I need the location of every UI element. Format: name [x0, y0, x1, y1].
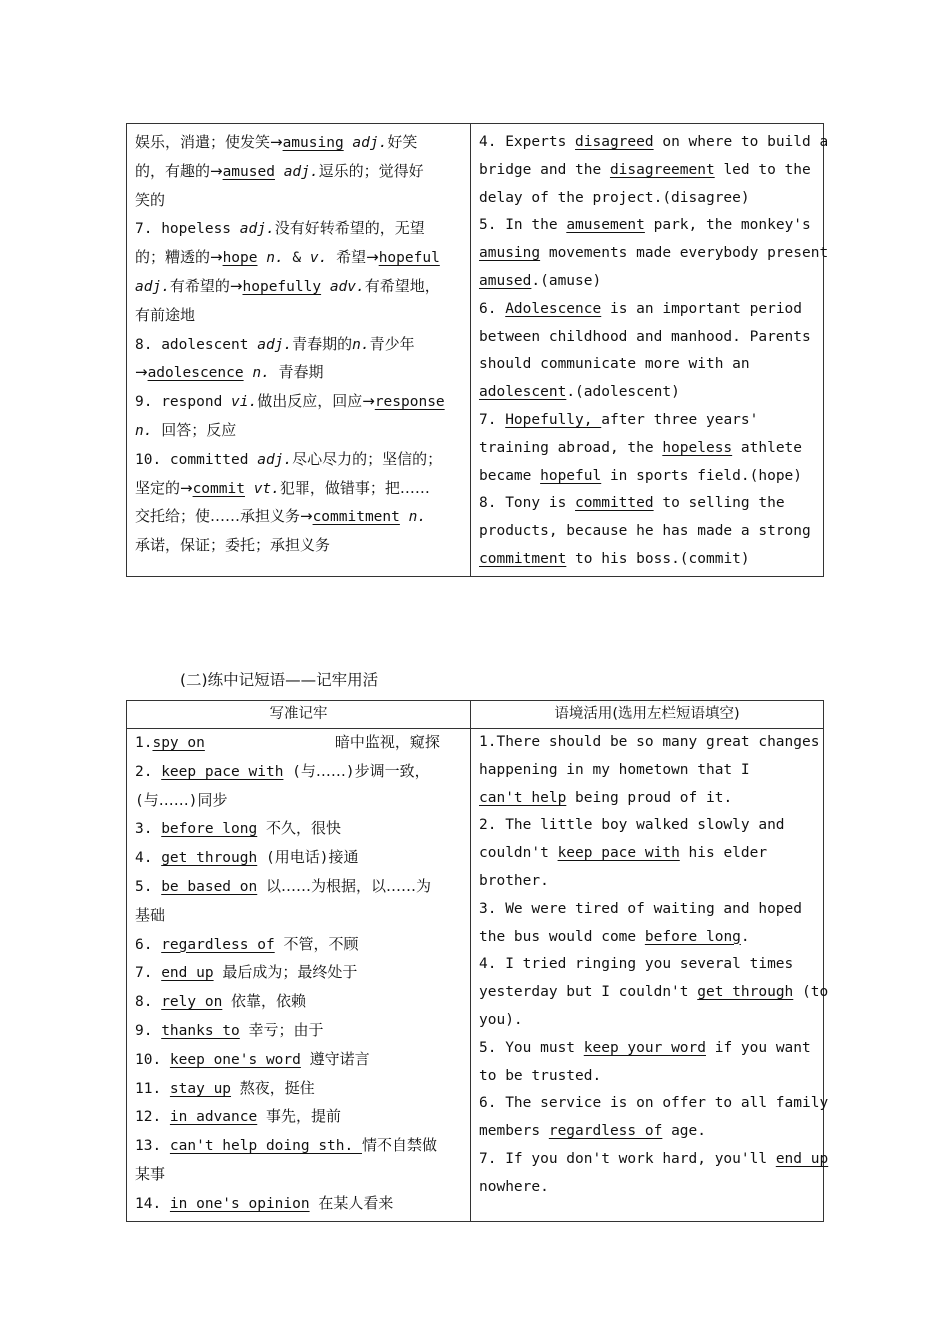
text-line [479, 729, 820, 757]
text-run: .(adolescent) [566, 384, 680, 401]
text-run: 有希望的→ [169, 276, 243, 295]
text-run: age. [662, 1123, 706, 1140]
text-line [479, 1090, 829, 1118]
text-line [135, 1161, 464, 1190]
text-run: 暗中监视，窥探 [334, 733, 440, 751]
text-line [479, 546, 817, 574]
text-run: (to [793, 984, 829, 1001]
text-run: training abroad, the [479, 439, 663, 456]
text-line [479, 868, 817, 896]
text-run: 8. [135, 994, 162, 1011]
answer-text: Adolescence [505, 300, 602, 317]
text-run: . [740, 928, 750, 945]
answer-text: adolescence [147, 365, 244, 382]
text-run: being proud of it. [566, 789, 733, 806]
text-run: 12. [135, 1109, 170, 1126]
text-run: 犯罪，做错事；把…… [279, 478, 430, 497]
text-line [135, 902, 464, 931]
text-line [135, 1046, 464, 1075]
answer-text: adolescent [479, 384, 567, 401]
text-run: 10. [135, 1051, 170, 1068]
answer-text: hope [222, 250, 258, 267]
text-line [479, 240, 829, 268]
text-run: 不久，很快 [265, 819, 341, 838]
text-run: 遵守诺言 [309, 1049, 370, 1068]
answer-text: end up [775, 1150, 829, 1167]
text-run: 7. [135, 965, 162, 982]
answer-text: amusing [479, 245, 541, 262]
text-run: if you want [705, 1039, 811, 1056]
phrase-lines [135, 729, 464, 1219]
text-run: 1. [135, 735, 153, 751]
text-line [135, 1103, 464, 1132]
text-run: to selling the [653, 495, 785, 512]
text-line [135, 1017, 464, 1046]
text-line [135, 215, 464, 244]
answer-text: get through [161, 850, 258, 867]
part-of-speech: adj. [283, 163, 319, 180]
text-run: after three years' [601, 411, 759, 428]
answer-text: stay up [169, 1080, 232, 1097]
text-run: 幸亏；由于 [248, 1020, 324, 1039]
text-line [479, 1007, 817, 1035]
text-line [135, 359, 464, 388]
column-header-apply: 语境活用(选用左栏短语填空) [471, 701, 824, 729]
answer-text: rely on [161, 994, 223, 1011]
text-run: 5. [135, 878, 162, 895]
answer-text: keep pace with [557, 845, 680, 862]
answer-text: get through [697, 984, 794, 1001]
text-line [479, 296, 817, 324]
text-run: 4. I tried ringing you several times [479, 956, 794, 973]
part-of-speech: adj. [135, 278, 170, 295]
text-run [258, 250, 267, 266]
text-line [479, 1063, 817, 1091]
text-run: on where to build a [653, 134, 829, 150]
text-line [135, 532, 464, 561]
text-line [135, 503, 464, 532]
text-run: 4. Experts [479, 134, 576, 150]
phrase-exercise-lines [479, 729, 829, 1202]
text-line [135, 1132, 464, 1161]
part-of-speech: adj. [352, 135, 388, 151]
text-run: 回答；反应 [161, 420, 237, 439]
text-run: 好笑 [387, 133, 418, 151]
text-line [135, 244, 464, 273]
phrase-list-cell [127, 729, 471, 1222]
text-line [479, 951, 817, 979]
text-run: couldn't [479, 845, 558, 862]
text-line [479, 896, 817, 924]
text-run: 7. If you don't work hard, you'll [479, 1150, 776, 1167]
part-of-speech: adj. [239, 221, 275, 238]
text-line [479, 1035, 817, 1063]
text-run: → [135, 363, 148, 382]
part-of-speech: adj. [257, 336, 293, 353]
answer-text: can't help doing sth. [169, 1138, 362, 1155]
text-run: movements made everybody present [540, 245, 829, 262]
text-run: members [479, 1123, 549, 1140]
text-line [135, 1075, 464, 1104]
answer-text: hopeless [662, 439, 733, 456]
answer-text: commitment [312, 509, 400, 526]
part-of-speech: n. [252, 365, 270, 382]
answer-text: in one's opinion [169, 1195, 310, 1212]
text-run: 14. [135, 1195, 170, 1212]
part-of-speech: vi. [231, 394, 258, 411]
answer-text: before long [161, 821, 258, 838]
text-run: athlete [732, 439, 803, 456]
text-line [135, 815, 464, 844]
text-run: bridge and the [479, 161, 610, 178]
answer-text: amused [222, 163, 275, 180]
text-run: 2. The little boy walked slowly and [479, 817, 785, 834]
text-run: to his boss.(commit) [566, 550, 750, 567]
text-run: 希望→ [336, 248, 379, 267]
text-run: 7. hopeless [135, 221, 240, 238]
text-run: 以……为根据，以……为 [265, 876, 431, 895]
text-line [479, 812, 817, 840]
text-run: delay of the project.(disagree) [479, 189, 750, 206]
text-run: 做出反应，回应→ [257, 392, 375, 411]
text-line [135, 959, 464, 988]
text-line [479, 212, 817, 240]
text-run: 有希望地， [364, 276, 440, 295]
table-row [127, 124, 824, 577]
part-of-speech: n. [408, 509, 427, 526]
text-line [479, 1174, 817, 1202]
text-line [479, 407, 817, 435]
text-line [479, 435, 817, 463]
text-line [479, 129, 829, 157]
text-line [135, 129, 464, 158]
text-run: should communicate more with an [479, 356, 750, 373]
text-line [479, 1146, 829, 1174]
text-run: nowhere. [479, 1178, 549, 1195]
exercise-cell [471, 124, 829, 577]
text-run: products, because he has made a strong [479, 523, 811, 540]
text-line [479, 324, 817, 352]
text-run: (用电话)接通 [257, 848, 359, 867]
text-line [135, 417, 464, 446]
text-line [135, 844, 464, 873]
text-line [479, 351, 817, 379]
text-run: 青少年 [369, 334, 415, 353]
answer-text: end up [161, 965, 214, 982]
answer-text: Hopefully, [505, 411, 602, 428]
answer-text: hopefully [242, 278, 322, 295]
text-line [135, 729, 464, 758]
answer-text: hopeful [378, 250, 440, 267]
text-line [479, 490, 817, 518]
text-run: 1.There should be so many great changes [479, 734, 820, 750]
answer-text: response [374, 394, 445, 411]
answer-text: keep one's word [169, 1051, 301, 1068]
part-of-speech: n. [266, 250, 284, 267]
text-run: 11. [135, 1080, 170, 1097]
text-run: 2. [135, 763, 162, 780]
text-run [245, 481, 254, 497]
text-run: 的；糟透的→ [135, 248, 223, 267]
column-header-memorize: 写准记牢 [127, 701, 471, 729]
text-line [479, 157, 817, 185]
text-run: park, the monkey's [644, 217, 811, 234]
text-run: (与……)步调一致， [283, 761, 430, 780]
text-run: 尽心尽力的；坚信的； [292, 449, 443, 468]
text-run: 的，有趣的→ [135, 161, 223, 180]
text-line [135, 158, 464, 187]
answer-text: can't help [479, 789, 567, 806]
text-run: 娱乐，消遣；使发笑→ [135, 133, 283, 151]
text-run: happening in my hometown that I [479, 761, 750, 778]
text-run: .(amuse) [531, 272, 602, 289]
text-line [135, 331, 464, 360]
text-run: 9. [135, 1022, 162, 1039]
text-run: 坚定的→ [135, 478, 193, 497]
part-of-speech: adv. [329, 278, 365, 295]
part-of-speech: v. [309, 250, 328, 267]
text-run: 青春期的 [292, 334, 353, 353]
text-line [479, 785, 817, 813]
text-run: 6. [479, 300, 506, 317]
text-line [479, 757, 817, 785]
text-run: is an important period [601, 300, 803, 317]
text-run: 熬夜，挺住 [239, 1078, 315, 1097]
answer-text: commit [192, 480, 245, 497]
text-run: 8. adolescent [135, 336, 258, 353]
text-line [135, 475, 464, 504]
text-line [135, 758, 464, 787]
text-run: 在某人看来 [318, 1193, 394, 1212]
answer-text: disagreed [575, 134, 654, 150]
text-run: & [283, 250, 310, 267]
text-line [135, 931, 464, 960]
text-line [479, 518, 817, 546]
text-run: brother. [479, 872, 549, 889]
answer-text: be based on [161, 878, 258, 895]
text-line [479, 268, 817, 296]
phrase-exercise-cell [471, 729, 829, 1222]
text-run: 事先，提前 [265, 1107, 341, 1126]
part-of-speech: n. [135, 422, 153, 439]
text-run: 某事 [135, 1164, 166, 1183]
text-line [135, 388, 464, 417]
text-run: 3. [135, 821, 162, 838]
part-of-speech: vt. [253, 480, 280, 497]
text-run: his elder [679, 845, 768, 862]
answer-text: keep your word [583, 1039, 706, 1056]
word-family-table [126, 123, 829, 577]
text-line [135, 302, 464, 331]
text-run: 7. [479, 411, 506, 428]
text-run: (与……)同步 [135, 790, 228, 809]
text-run: the bus would come [479, 928, 645, 945]
part-of-speech: n. [352, 336, 370, 353]
answer-text: amusing [282, 135, 344, 151]
answer-text: commitment [479, 550, 567, 567]
answer-text: regardless of [548, 1123, 663, 1140]
text-run: 承诺，保证；委托；承担义务 [135, 536, 331, 555]
text-run: 13. [135, 1138, 170, 1155]
answer-text: thanks to [161, 1022, 240, 1039]
section-title: (二)练中记短语——记牢用活 [180, 671, 379, 689]
answer-text: before long [644, 928, 741, 945]
text-line [135, 187, 464, 216]
text-run: 笑的 [135, 190, 166, 209]
text-run: 6. The service is on offer to all family [479, 1095, 829, 1112]
text-run: 9. respond [135, 394, 232, 411]
answer-text: spy on [152, 735, 205, 751]
text-line [479, 1118, 817, 1146]
text-run: 最后成为；最终处于 [222, 963, 358, 982]
text-run: 青春期 [278, 363, 324, 382]
text-run: 依靠，依赖 [231, 992, 307, 1011]
part-of-speech: adj. [257, 451, 293, 468]
text-run: 基础 [135, 905, 166, 924]
text-run: 情不自禁做 [361, 1136, 437, 1155]
text-run: 10. committed [135, 451, 258, 468]
answer-text: in advance [169, 1109, 258, 1126]
text-line [479, 463, 817, 491]
text-run: to be trusted. [479, 1067, 602, 1084]
text-line [479, 379, 817, 407]
table-header-row [127, 701, 824, 729]
text-run: yesterday but I couldn't [479, 984, 698, 1001]
text-line [135, 273, 464, 302]
text-run: led to the [714, 161, 811, 178]
answer-text: keep pace with [161, 763, 284, 780]
text-run: 5. You must [479, 1039, 584, 1056]
text-line [135, 446, 464, 475]
answer-text: regardless of [161, 936, 275, 953]
text-run: 交托给；使……承担义务→ [135, 507, 313, 526]
text-run [400, 509, 409, 525]
text-run: 没有好转希望的，无望 [274, 219, 425, 238]
text-line [479, 979, 829, 1007]
text-run: 不管，不顾 [283, 934, 359, 953]
text-run: became [479, 467, 541, 484]
answer-text: amused [479, 272, 532, 289]
text-line [135, 873, 464, 902]
text-line [135, 988, 464, 1017]
text-run: 5. In the [479, 217, 567, 234]
answer-text: hopeful [540, 467, 602, 484]
text-run: 8. Tony is [479, 495, 576, 512]
text-run: between childhood and manhood. Parents [479, 328, 811, 345]
text-run: 有前途地 [135, 305, 196, 324]
text-run: 3. We were tired of waiting and hoped [479, 900, 803, 917]
table-row [127, 729, 824, 1222]
answer-text: committed [575, 495, 654, 512]
text-run [275, 164, 284, 180]
text-line [479, 840, 817, 868]
text-run: 4. [135, 850, 162, 867]
text-run: you). [479, 1011, 523, 1028]
answer-text: disagreement [609, 161, 715, 178]
word-forms-lines [135, 129, 464, 561]
text-line [135, 787, 464, 816]
text-line [479, 185, 817, 213]
text-run: 6. [135, 936, 162, 953]
text-line [479, 924, 817, 952]
text-run: 逗乐的；觉得好 [318, 161, 424, 180]
exercise-lines [479, 129, 829, 574]
phrase-table [126, 700, 829, 1222]
word-forms-cell [127, 124, 471, 577]
answer-text: amusement [566, 217, 645, 234]
text-run: in sports field.(hope) [601, 467, 803, 484]
text-line [135, 1190, 464, 1219]
text-run [321, 279, 330, 295]
